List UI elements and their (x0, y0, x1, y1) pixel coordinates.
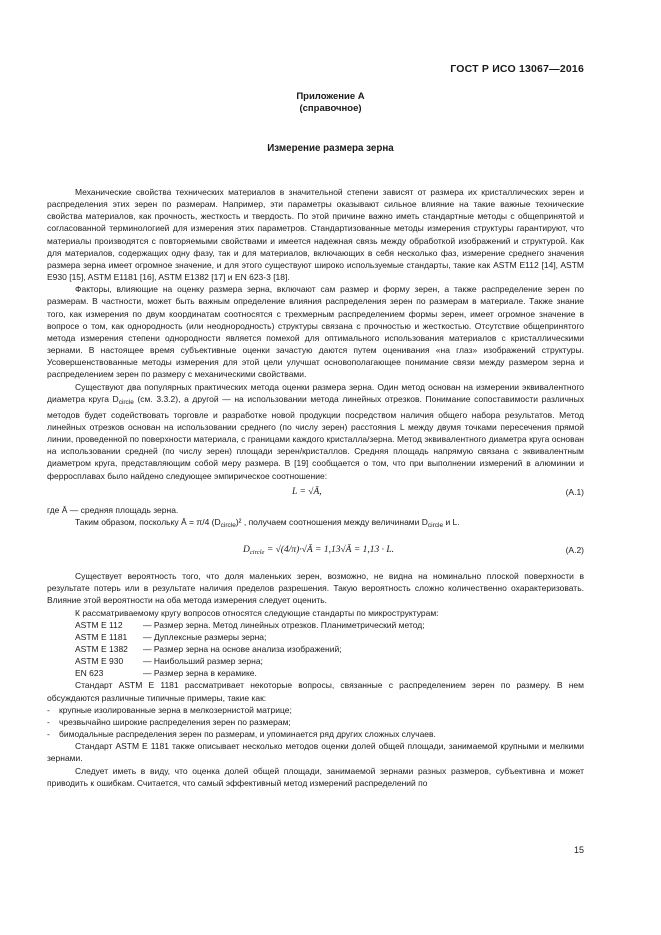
standard-number: ГОСТ Р ИСО 13067—2016 (450, 63, 584, 75)
paragraph: К рассматриваемому кругу вопросов относятся следующие стандарты по микроструктурам: (75, 607, 439, 618)
equation-number: (А.1) (565, 486, 584, 497)
list-item: - бимодальные распределения зерен по размерам, и упоминается ряд других сложных случаев. (47, 729, 436, 740)
where-clause: где Ā — средняя площадь зерна. (47, 504, 179, 515)
list-item: ASTM E 1382 — Размер зерна на основе анализа изображений; (75, 644, 342, 654)
list-item: - чрезвычайно широкие распределения зерен по размерам; (47, 716, 291, 727)
examples-list (47, 704, 584, 740)
paragraph: Факторы, влияющие на оценку размера зерна, включают сам размер и форму зерен, а также распределение зерен по размерам. В частности, может быть важным определение влияния распределения зерен по размерам в материале. Также знание того, как измерения по двум координатам соотносятся с трехмерным распределением формы зерен, имеет огромное значение в вопросе о том, как однородность (или неоднородность) структуры связана с прочностью и жесткостью. Отсутствие общепринятого метода измерения степени однородности является помехой для оптимального использования материалов с кристаллическими зернами. В настоящее время субъективные оценки зачастую даются путем оценивания «на глаз» изображений структуры. Усовершенствованные методы измерения для этой цели улучшат основополагающее понимание связи между размером зерна и распределением зерен по размеру с механическими свойствами. (47, 284, 584, 380)
paragraph: Стандарт ASTM E 1181 также описывает несколько методов оценки долей общей площади, занимаемой крупными и мелкими зернами. (47, 741, 584, 764)
paragraph: Механические свойства технических материалов в значительной степени зависят от размера их кристаллических зерен и распределения этих зерен по размерам. Например, эти параметры оказывают сильное влияние на такие важные технические свойства материалов, как прочность, жесткость и твердость. По этой причине важно иметь стандартные методы с общепринятой и согласованной терминологией для измерения этих параметров. Стандартизованные методы измерения структуры гарантируют, что материалы производятся с повторяемыми свойствами и имеется надежная связь между обработкой изображений и структурой. Как для материалов, содержащих одну фазу, так и для материалов, включающих в себя несколько фаз, измерение среднего значения размера зерна имеет огромное значение, и для этого существуют широко используемые стандарты, такие как ASTM E112 [14], ASTM E930 [15], ASTM E1181 [16], ASTM E1382 [17] и EN 623-3 [18]. (47, 187, 584, 283)
list-item: - крупные изолированные зерна в мелкозернистой матрице; (47, 704, 292, 715)
list-item: ASTM E 1181 — Дуплексные размеры зерна; (75, 631, 267, 642)
standards-list (47, 619, 584, 680)
equation-number: (А.2) (565, 545, 584, 556)
paragraph: Существует вероятность того, что доля маленьких зерен, возможно, не видна на номинально плоской поверхности в результате потерь или в результате наличия пределов разрешения. Такую вероятность сложно количественно охарактеризовать. Влияние этой вероятности на оба метода измерения следует оценить. (47, 571, 584, 606)
list-item: ASTM E 112 — Размер зерна. Метод линейных отрезков. Планиметрический метод; (75, 619, 425, 630)
paragraph: Существуют два популярных практических метода оценки размера зерна. Один метод основан на измерении эквивалентного диаметра круга $D_{circle}$ (см. 3.3.2), а другой — на использовании метода линейных отрезков. Понимание сопоставимости различных методов будет содействовать торговле и разработке новой продукции посредством наличия общего набора результатов. Метод линейных отрезков основан на использовании среднего (по числу зерен) расстояния L между двумя точками пересечения прямой линии, проведенной по поверхности материала, с границами каждого кристалла/зерна. Метод эквивалентного диаметра круга основан на использовании средней (по числу зерен) площади зерен/кристаллов. Средняя площадь напрямую связана с эквивалентным диаметром круга, представляющим собой меру размера. В [19] сообщается о том, что при выполнении измерений в алюминии и ферросплавах было найдено следующее эмпирическое соотношение: (47, 381, 584, 481)
list-item: ASTM E 930 — Наибольший размер зерна; (75, 656, 263, 667)
equation-a2 (47, 538, 584, 564)
equation-a1 (47, 486, 584, 504)
paragraph: Стандарт ASTM E 1181 рассматривает некоторые вопросы, связанные с распределением зерен по размеру. В нем обсуждаются различные типичные примеры, такие как: (47, 680, 584, 703)
annex-title: Измерение размера зерна (267, 143, 394, 154)
paragraph: Таким образом, поскольку Ā = π/4 $(D_{circle})^2$ , получаем соотношения между величинами $D_{circle}$ и L. (75, 516, 460, 529)
annex-type: (справочное) (299, 103, 362, 114)
paragraph: Следует иметь в виду, что оценка долей общей площади, занимаемой зернами разных размеров, субъективна и может приводить к ошибкам. Считается, что самый эффективный метод измерений распределений по (47, 765, 584, 788)
list-item: EN 623 — Размер зерна в керамике. (75, 668, 257, 679)
document-body (47, 186, 584, 789)
annex-label: Приложение А (296, 91, 365, 102)
page-number: 15 (573, 845, 584, 855)
equation-formula: L = √Ā, (292, 486, 322, 497)
equation-formula: $D_{circle}$ = √(4/π)·√Ā = 1,13√Ā = 1,13 · L. (243, 545, 395, 557)
